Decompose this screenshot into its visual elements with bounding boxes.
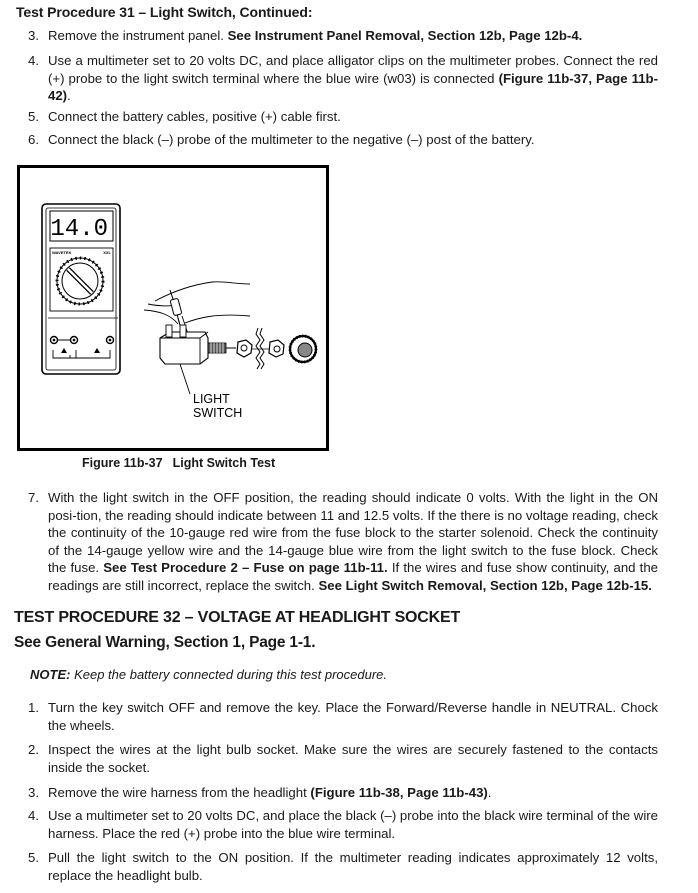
- step-text: Connect the battery cables, positive (+) cable first.: [48, 109, 341, 124]
- figure-number: Figure 11b-37: [82, 456, 163, 470]
- step-text: Turn the key switch OFF and remove the key. Place the Forward/Reverse handle in NEUTRAL. Chock the wheels.: [48, 700, 658, 733]
- procedure-32-heading: TEST PROCEDURE 32 – VOLTAGE AT HEADLIGHT SOCKET: [14, 609, 461, 626]
- step-number: 3.: [28, 28, 39, 43]
- meter-display-reading: 14.0: [50, 216, 108, 243]
- step-text: Remove the instrument panel.: [48, 28, 228, 43]
- step-text: Use a multimeter set to 20 volts DC, and place alligator clips on the multimeter probes. Connect the red (+) probe to the light switch terminal where the blue wire (w03) is connected: [48, 53, 658, 86]
- step-text: With the light switch in the OFF position, the reading should indicate 0 volts. With the light in the ON posi-tion, the reading should indicate between 11 and 12.5 volts. If the there is no voltage reading, check the continuity of the 10-gauge red wire from the fuse block to the starter solenoid. Check the continuity of the 14-gauge yellow wire and the 14-gauge blue wire from the light switch to the fuse block. Check the fuse.: [48, 490, 658, 575]
- multimeter-illustration: [20, 168, 326, 448]
- note: [30, 667, 387, 682]
- step-text: Remove the wire harness from the headlight: [48, 785, 311, 800]
- step-text: Use a multimeter set to 20 volts DC, and place the black (–) probe into the black wire terminal of the wire harness. Place the red (+) probe into the blue wire terminal.: [48, 808, 658, 841]
- general-warning-reference[interactable]: See General Warning, Section 1, Page 1-1.: [14, 634, 316, 651]
- cross-reference-link[interactable]: See Light Switch Removal, Section 12b, Page 12b-15.: [318, 577, 652, 593]
- figure-reference-link[interactable]: (Figure 11b-37, Page 11b-42): [48, 70, 658, 103]
- callout-light-label: LIGHT: [193, 392, 230, 406]
- cross-reference-link[interactable]: See Instrument Panel Removal, Section 12b, Page 12b-4.: [227, 28, 583, 43]
- step-text: Connect the black (–) probe of the multimeter to the negative (–) post of the battery.: [48, 132, 535, 147]
- p32-step-3: [28, 784, 658, 802]
- step-number: 5.: [28, 109, 39, 124]
- callout-switch-label: SWITCH: [193, 406, 243, 420]
- step-number: 4.: [28, 53, 39, 68]
- figure-title: Light Switch Test: [172, 456, 276, 470]
- step-text: Pull the light switch to the ON position. If the multimeter reading indicates approximately 12 volts, replace the headlight bulb.: [48, 850, 658, 883]
- section-heading-continued: Test Procedure 31 – Light Switch, Continued:: [16, 4, 313, 20]
- note-label: NOTE:: [30, 667, 71, 682]
- step-number: 3.: [28, 785, 39, 800]
- step-text: Inspect the wires at the light bulb socket. Make sure the wires are securely fastened to the contacts inside the socket.: [48, 742, 658, 775]
- figure-caption: [82, 456, 275, 470]
- step-5: [28, 108, 658, 126]
- meter-brand: WAVETEK: [52, 250, 72, 255]
- step-number: 2.: [28, 742, 39, 757]
- step-text-end: .: [67, 88, 71, 103]
- step-number: 7.: [28, 490, 39, 505]
- meter-model: XXL: [103, 250, 111, 255]
- p32-step-1: [28, 699, 658, 734]
- p32-step-4: [28, 807, 658, 842]
- p32-step-5: [28, 849, 658, 884]
- step-text-end: .: [487, 785, 492, 800]
- step-7: [28, 489, 658, 594]
- figure-light-switch-test: [17, 165, 329, 451]
- note-text: Keep the battery connected during this test procedure.: [70, 667, 387, 682]
- step-6: [28, 131, 658, 149]
- cross-reference-link[interactable]: See Test Procedure 2 – Fuse on page 11b-11.: [103, 560, 388, 575]
- step-text: If the wires and fuse show continuity, and the readings are still incorrect, replace the switch.: [48, 560, 658, 593]
- p32-step-2: [28, 741, 658, 776]
- step-number: 4.: [28, 808, 39, 823]
- figure-reference-link[interactable]: (Figure 11b-38, Page 11b-43): [310, 785, 488, 800]
- step-4: [28, 52, 658, 105]
- step-3: [28, 27, 658, 45]
- step-number: 1.: [28, 700, 39, 715]
- step-number: 6.: [28, 132, 39, 147]
- step-number: 5.: [28, 850, 39, 865]
